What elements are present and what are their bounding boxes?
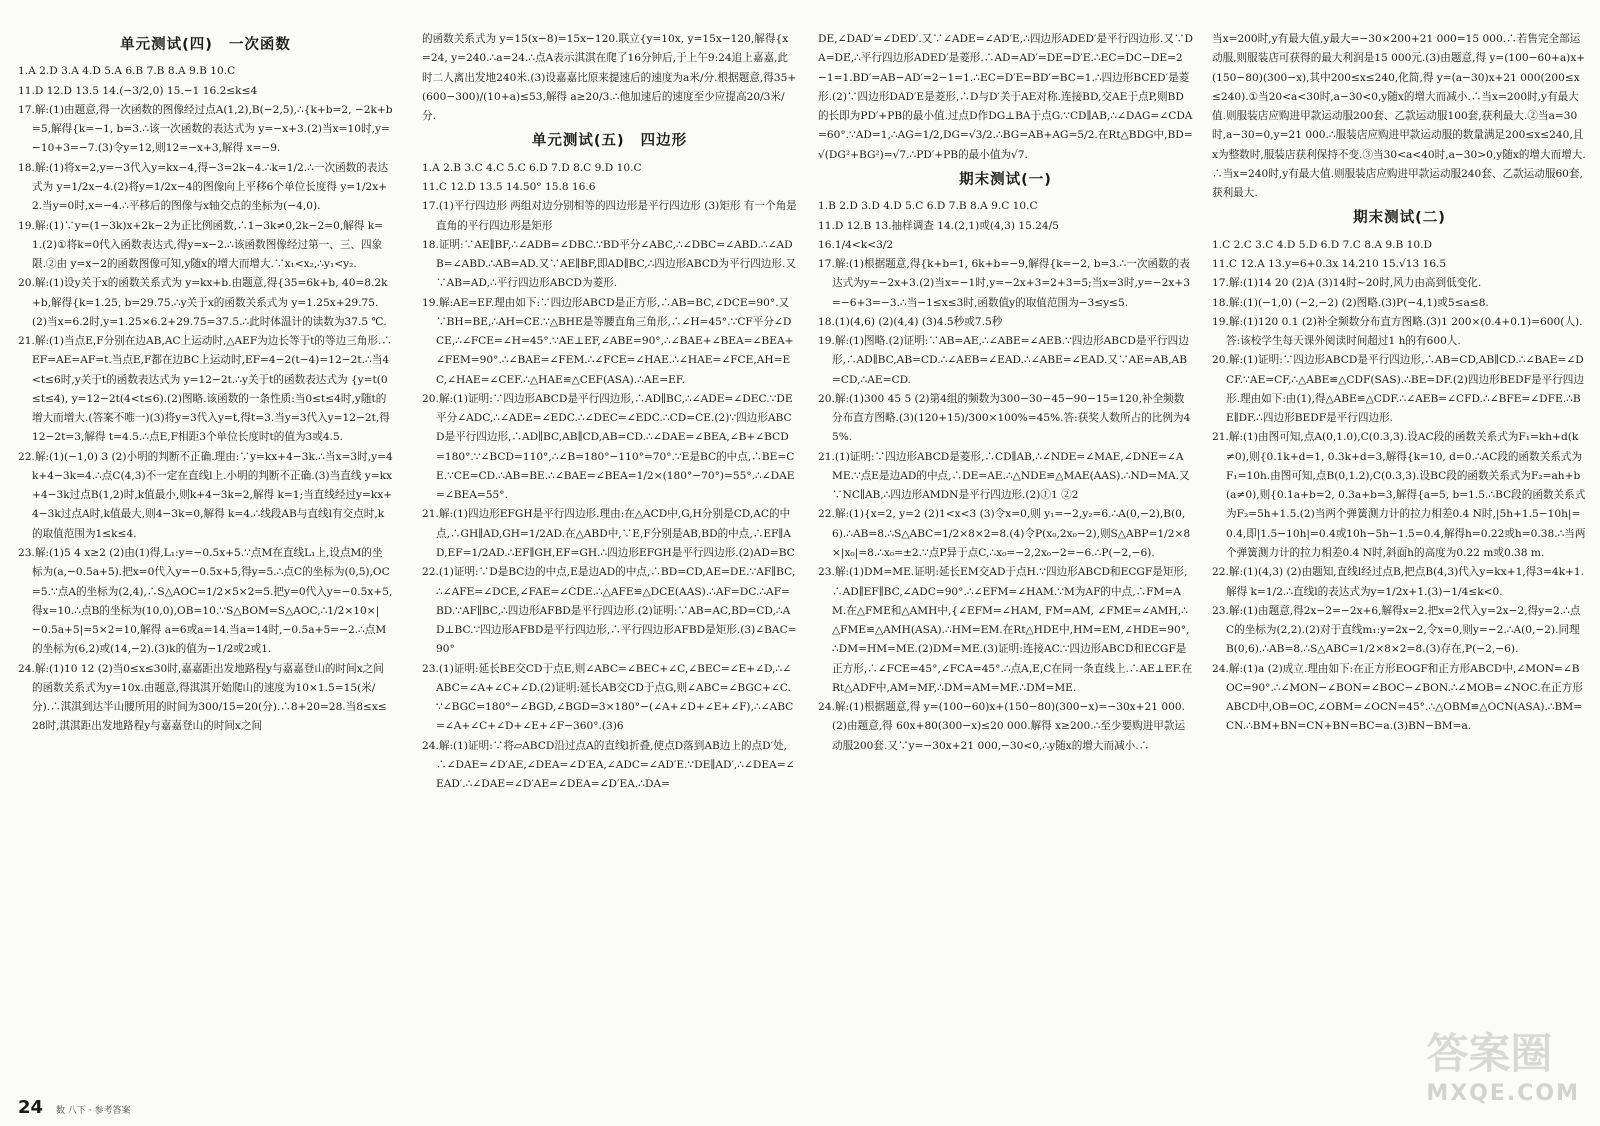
answer-text: 1.B 2.D 3.D 4.D 5.C 6.D 7.B 8.A 9.C 10.C (818, 200, 1038, 213)
answer-text: 21.解:(1)当点E,F分别在边AB,AC上运动时,△AEF为边长等于t的等边三角形.∴EF=AE=AF=t.当点E,F都在边BC上运动时,EF=4−2(t−4)=12−2t.∴当4<t≤6时,y关于t的函数表达式为 y=12−2t.∴y关于t的函数表达式为 {y=t(0≤t≤4), y=12−2t(4<t≤6).(2)图略.该函数的一条性质:当0≤t≤4时,y随t的增大而增大.(答案不唯一)(3)将y=3代入y=t,得t=3.当y=3代入y=12−2t,得12−2t=3,解得 t=4.5.∴点E,F相距3个单位长度时t的值为3或4.5. (18, 335, 392, 444)
answer-text: 11.D 12.B 13.抽样调查 14.(2,1)或(4,3) 15.24/5 (818, 219, 1059, 232)
answer-text: 22.解:(1){x=2, y=2 (2)1<x<3 (3)令x=0,则 y₁=−2,y₂=6.∴A(0,−2),B(0,6).∴AB=8.∴S△ABC=1/2×8×2=8.(4)令P(x₀,2x₀−2),则S△ABP=1/2×8×|x₀|=8.∴x₀=±2.∵点P异于点C,∴x₀=−2,2x₀−2=−6.∴P(−2,−6). (818, 508, 1191, 560)
answer-text: 21.(1)证明:∵四边形ABCD是菱形,∴CD∥AB,∴∠NDE=∠MAE,∠DNE=∠AME.∵点E是边AD的中点,∴DE=AE.∴△NDE≌△MAE(AAS).∴ND=MA.又∵NC∥AB,∴四边形AMDN是平行四边形.(2)①1 ②2 (818, 450, 1190, 502)
watermark-brand: 答案圈 (1426, 1029, 1553, 1078)
answer-text: 19.解:AE=EF.理由如下:∵四边形ABCD是正方形,∴AB=BC,∠DCE=90°.又∵BH=BE,∴AH=CE.∵△BHE是等腰直角三角形,∴∠H=45°.∵CF平分∠DCE,∴∠FCE=∠H=45°.∵AE⊥EF,∠ABE=90°,∴∠BAE+∠BEA=∠BEA+∠FEM=90°.∴∠BAE=∠FEM.∴∠FCE=∠HAE.∴∠HAE=∠FCE,AH=EC,∠HAE=∠CEF.∴△HAE≌△CEF(ASA).∴AE=EF. (422, 296, 794, 386)
answer-text: 23.(1)证明:延长BE交CD于点E,则∠ABC=∠BEC+∠C,∠BEC=∠E+∠D,∴∠ABC=∠A+∠C+∠D.(2)证明:延长AB交CD于点G,则∠ABC=∠BGC+∠C.∵∠BGC=180°−∠BGD,∠BGD=3×180°−(∠A+∠D+∠E+∠F),∴∠ABC=∠A+∠C+∠D+∠E+∠F−360°.(3)6 (422, 662, 794, 733)
answer-column-4 (1212, 30, 1587, 1090)
answer-text: 1.A 2.B 3.C 4.C 5.C 6.D 7.D 8.C 9.D 10.C (422, 161, 642, 174)
answer-text: 18.证明:∵AE∥BF,∴∠ADB=∠DBC.∵BD平分∠ABC,∴∠DBC=∠ABD.∴∠ADB=∠ABD.∴AB=AD.又∵AE∥BF,即AD∥BC,∴四边形ABCD为平行四边形.又∵AB=AD,∴平行四边形ABCD为菱形. (422, 238, 796, 290)
answer-text: 23.解:(1)由题意,得2x−2=−2x+6,解得x=2.把x=2代入y=2x−2,得y=2.∴点C的坐标为(2,2).(2)对于直线m₁:y=2x−2,令x=0,则y=−2.∴A(0,−2).同理B(0,6).∴AB=8.∴S△ABC=1/2×8×2=8.(3)存在,P(−2,−6). (1212, 604, 1581, 656)
answer-text: 22.解:(1)(4,3) (2)由题知,直线l经过点B,把点B(4,3)代入y=kx+1,得3=4k+1.解得 k=1/2.∴直线l的表达式为y=1/2x+1.(3)−1/4≤k<0. (1212, 566, 1585, 598)
section-title: 单元测试(四) (120, 37, 213, 53)
answer-text: 19.解:(1)120 0.1 (2)补全频数分布直方图略.(3)1 200×(0.4+0.1)=600(人).答:该校学生每天课外阅读时间超过1 h的有600人. (1212, 315, 1583, 348)
answer-text: DE,∠DAD′=∠DED′.又∵∠ADE=∠AD′E,∴四边形ADED′是平行四边形.又∵DA=DE,∴平行四边形ADED′是菱形.∴AD=AD′=DE=D′E.∴EC=DC−DE=2−1=1.BD′=AB−AD′=2−1=1.∴EC=D′E=BD′=BC=1.∴四边形BCED′是菱形.(2)∵四边形DAD′E是菱形,∴D与D′关于AE对称.连接BD,交AE于点P,则BD的长即为PD′+PB的最小值.过点D作DG⊥BA于点G.∵CD∥AB,∴∠DAG=∠CDA=60°.∵AD=1,∴AG=1/2,DG=√3/2.∴BG=AB+AG=5/2.在Rt△BDG中,BD=√(DG²+BG²)=√7.∴PD′+PB的最小值为√7. (818, 33, 1193, 161)
answer-text: 21.解:(1)由图可知,点A(0,1.0),C(0.3,3).设AC段的函数关系式为F₁=kh+d(k≠0),则{0.1k+d=1, 0.3k+d=3,解得{k=10, d=0.∴AC段的函数关系式为F₁=10h.由图可知,点B(0,1.2),C(0.3,3).设BC段的函数关系式为F₂=ah+b(a≠0),则{0.1a+b=2, 0.3a+b=3,解得{a=5, b=1.5.∴BC段的函数关系式为F₂=5h+1.5.(2)当两个弹簧测力计的拉力相差0.4 N时,|5h+1.5−10h|=0.4,即|1.5−10h|=0.4或10h−5h−1.5=0.4,解得h=0.22或h=0.38.∴当两个弹簧测力计的拉力相差0.4 N时,斜面h的高度为0.22 m或0.38 m. (1212, 431, 1586, 560)
answer-text: 24.解:(1)根据题意,得 y=(100−60)x+(150−80)(300−x)=−30x+21 000.(2)由题意,得 60x+80(300−x)≤20 000.解得 x≥200.∴至少要购进甲款运动服200套.又∵y=−30x+21 000,−30<0,∴y随x的增大而减小.∴ (818, 701, 1186, 752)
answer-text: 20.解:(1)300 45 5 (2)第4组的频数为300−30−45−90−15=120,补全频数分布直方图略.(3)(120+15)/300×100%=45%.答:获奖人数所占的比例为45%. (818, 392, 1191, 444)
answer-text: 11.C 12.A 13.y=6+0.3x 14.210 15.√13 16.5 (1212, 258, 1447, 271)
answer-column-3 (818, 30, 1193, 1090)
answer-text: 17.解:(1)14 20 (2)A (3)14时~20时,风力由高到低变化. (1212, 277, 1482, 290)
watermark-url: MXQE.COM (1426, 1081, 1580, 1106)
answer-text: 19.解:(1)图略.(2)证明:∵AB=AE,∴∠ABE=∠AEB.∵四边形ABCD是平行四边形,∴AD∥BC,AB=CD.∴∠AEB=∠EAD.∴∠ABE=∠EAD.又∵AE=AB,AB=CD,∴AE=CD. (818, 335, 1189, 386)
answer-text: 18.解:(1)(−1,0) (−2,−2) (2)图略.(3)P(−4,1)或5≤a≤8. (1212, 296, 1489, 309)
answer-text: 23.解:(1)DM=ME.证明:延长EM交AD于点H.∵四边形ABCD和ECGF是矩形,∴AD∥EF∥BC,∠ADC=90°.∴∠EFM=∠HAM.∵M为AF的中点,∴FM=AM.在△FME和△AMH中,{∠EFM=∠HAM, FM=AM, ∠FME=∠AMH,∴△FME≌△AMH(ASA).∴HM=EM.在Rt△HDE中,HM=EM,∠HDE=90°,∴DM=HM=ME.(2)DM=ME.(3)证明:连接AC.∵四边形ABCD和ECGF是正方形,∴∠FCE=45°,∠FCA=45°.∴点A,E,C在同一条直线上.∴AE⊥EF.在Rt△ADF中,AM=MF,∴DM=AM=MF.∴DM=ME. (818, 566, 1193, 694)
answer-text: 17.(1)平行四边形 两组对边分别相等的四边形是平行四边形 (3)矩形 有一个角是直角的平行四边形是矩形 (422, 200, 797, 232)
section-title: 期末测试(一) (959, 171, 1052, 188)
answer-text: 1.C 2.C 3.C 4.D 5.D 6.D 7.C 8.A 9.B 10.D (1212, 238, 1432, 251)
answer-text: 11.C 12.D 13.5 14.50° 15.8 16.6 (422, 180, 596, 193)
answer-text: 17.解:(1)由题意,得一次函数的图像经过点A(1,2),B(−2,5),∴{k+b=2, −2k+b=5,解得{k=−1, b=3.∴该一次函数的表达式为 y=−x+3.(2)当x=10时,y=−10+3=−7.(3)令y=12,则12=−x+3,解得 x=−9. (18, 103, 393, 155)
answer-text: 23.解:(1)5 4 x≥2 (2)由(1)得,L₁:y=−0.5x+5.∵点M在直线L₁上,设点M的坐标为(a,−0.5a+5).把x=0代入y=−0.5x+5,得y=5.∴点C的坐标为(0,5),OC=5.∵点A的坐标为(2,4),∴S△AOC=1/2×5×2=5.把y=0代入y=−0.5x+5,得x=10.∴点B的坐标为(10,0),OB=10.∵S△BOM=S△AOC,∴1/2×10×|−0.5a+5|=5×2=10,解得 a=6或a=14.当a=14时,−0.5a+5=−2.∴点M的坐标为(6,2)或(14,−2).(3)k的值为−1/2或2或1. (18, 547, 393, 656)
page-number: 24 (18, 1097, 44, 1118)
answer-column-2 (422, 30, 797, 1090)
answer-text: 20.解:(1)设y关于x的函数关系式为 y=kx+b.由题意,得{35=6k+b, 40=8.2k+b,解得{k=1.25, b=29.75.∴y关于x的函数关系式为 y=1.25x+29.75.(2)当x=6.2时,y=1.25×6.2+29.75=37.5.∴此时体温计的读数为37.5 ℃. (18, 277, 388, 328)
answer-text: 24.解:(1)10 12 (2)当0≤x≤30时,嘉嘉距出发地路程y与嘉嘉登山的时间x之间的函数关系式为y=10x.由题意,得淇淇开始爬山的速度为10×1.5=15(米/分).∴淇淇到达半山腰所用的时间为300/15=20(分).∴8+20=28.当8≤x≤28时,淇淇距出发地路程y与嘉嘉登山的时间x之间 (18, 662, 387, 733)
section-title: 单元测试(五) (531, 133, 625, 150)
answer-text: 20.解:(1)证明:∵四边形ABCD是平行四边形,∴AB=CD,AB∥CD.∴∠BAE=∠DCF.∵AE=CF,∴△ABE≌△CDF(SAS).∴BE=DF.(2)四边形BEDF是平行四边形.理由如下:由(1),得△ABE≌△CDF.∴∠AEB=∠CFD.∴∠BFE=∠DFE.∴BE∥DF.∴四边形BEDF是平行四边形. (1212, 354, 1584, 425)
answer-text: 当x=200时,y有最大值,y最大=−30×200+21 000=15 000.∴若售完全部运动服,则服装店可获得的最大利润是15 000元.(3)由题意,得 y=(100−60+a)x+(150−80)(300−x),其中200≤x≤240,化简,得 y=(a−30)x+21 000(200≤x≤240).①当20<a<30时,a−30<0,y随x的增大而减小.∴当x=200时,y有最大值.则服装店应购进甲款运动服200套、乙款运动服100套,获利最大.②当a=30时,a−30=0,y=21 000.∴服装店应购进甲款运动服的数量满足200≤x≤240,且x为整数时,服装店获利保持不变.③当30<a<40时,a−30>0,y随x的增大而增大.∴当x=240时,y有最大值.则服装店应购进甲款运动服240套、乙款运动服60套,获利最大. (1212, 33, 1586, 200)
watermark (1426, 1021, 1580, 1106)
answer-text: 11.D 12.D 13.5 14.(−3/2,0) 15.−1 16.2≤k≤4 (18, 84, 258, 97)
answer-text: 18.解:(1)将x=2,y=−3代入y=kx−4,得−3=2k−4.∴k=1/2.∴一次函数的表达式为 y=1/2x−4.(2)将y=1/2x−4的图像向上平移6个单位长度得 y=1/2x+2.当y=0时,x=−4.∴平移后的图像与x轴交点的坐标为(−4,0). (18, 161, 389, 213)
section-subtitle: 一次函数 (228, 37, 291, 53)
answer-text: 17.解:(1)根据题意,得{k+b=1, 6k+b=−9,解得{k=−2, b=3.∴一次函数的表达式为y=−2x+3.(2)当x=−1时,y=−2x+3=2+3=5;当x=3时,y=−2x+3=−6+3=−3.∴当−1≤x≤3时,函数值y的取值范围为−3≤y≤5. (818, 258, 1190, 309)
answer-text: 20.解:(1)证明:∵四边形ABCD是平行四边形,∴AD∥BC,∴∠ADE=∠DEC.∵DE平分∠ADC,∴∠ADE=∠EDC.∴∠DEC=∠EDC.∴CD=CE.(2)∵四边形ABCD是平行四边形,∴AD∥BC,AB∥CD,AB=CD.∴∠DAE=∠BEA,∠B+∠BCD=180°.∵∠BCD=110°,∴∠B=180°−110°=70°.∵E是BC的中点,∴BE=CE.∵CE=CD.∴AB=BE.∴∠BAE=∠BEA=1/2×(180°−70°)=55°.∴∠DAE=∠BEA=55°. (422, 392, 795, 502)
answer-text: 22.(1)证明:∵D是BC边的中点,E是边AD的中点,∴BD=CD,AE=DE.∵AF∥BC,∴∠AFE=∠DCE,∠FAE=∠CDE.∴△AFE≌△DCE(AAS).∴AF=DC.∴AF=BD.∵AF∥BC,∴四边形AFBD是平行四边形.(2)证明:∵AB=AC,BD=CD,∴AD⊥BC.∵四边形AFBD是平行四边形,∴平行四边形AFBD是矩形.(3)∠BAC=90° (422, 566, 797, 656)
answer-text: 16.1/4<k<3/2 (818, 238, 894, 251)
section-heading (1212, 205, 1587, 231)
answer-column-1 (18, 30, 393, 1090)
answer-text: 1.A 2.D 3.A 4.D 5.A 6.B 7.B 8.A 9.B 10.C (18, 65, 236, 78)
answer-text: 21.解:(1)四边形EFGH是平行四边形.理由:在△ACD中,G,H分别是CD,AC的中点,∴GH∥AD,GH=1/2AD.在△ABD中,∵E,F分别是AB,BD的中点,∴EF∥AD,EF=1/2AD.∴EF∥GH,EF=GH.∴四边形EFGH是平行四边形.(2)AD=BC (422, 508, 795, 560)
answer-text: 24.解:(1)证明:∵将▱ABCD沿过点A的直线l折叠,使点D落到AB边上的点D′处,∴∠DAE=∠D′AE,∠DEA=∠D′EA,∠ADC=∠AD′E.∵DE∥AD′,∴∠DEA=∠EAD′.∴∠DAE=∠D′AE=∠DEA=∠D′EA.∴DA= (422, 739, 795, 791)
answer-text: 22.解:(1)(−1,0) 3 (2)小明的判断不正确.理由:∵y=kx+4−3k.∴当x=3时,y=4k+4−3k=4.∴点C(4,3)不一定在直线l上.小明的判断不正确.(3)当直线 y=kx+4−3k过点B(1,2)时,k值最小,则k+4−3k=2,解得 k=1;当直线经过y=kx+4−3k过点A时,k值最大,则4−3k=0,解得 k=4.∴线段AB与直线l有交点时,k的取值范围为1≤k≤4. (18, 450, 393, 540)
answer-text: 18.(1)(4,6) (2)(4,4) (3)4.5秒或7.5秒 (818, 315, 1003, 328)
section-heading (18, 32, 393, 58)
section-heading (422, 128, 797, 154)
section-title: 期末测试(二) (1353, 210, 1446, 227)
answer-text: 19.解:(1)∵y=(1−3k)x+2k−2为正比例函数,∴1−3k≠0,2k−2=0,解得 k=1.(2)①将k=0代入函数表达式,得y=x−2.∴该函数图像经过第一、三、四象限.②由 y=x−2的函数图像可知,y随x的增大而增大.∵x₁<x₂,∴y₁<y₂. (18, 219, 384, 271)
answer-text: 24.解:(1)a (2)成立.理由如下:在正方形EOGF和正方形ABCD中,∠MON=∠BOC=90°.∴∠MON−∠BON=∠BOC−∠BON.∴∠MOB=∠NOC.在正方形ABCD中,OB=OC,∠OBM=∠OCN=45°.∴△OBM≌△OCN(ASA).∴BM=CN.∴BM+BN=CN+BN=BC=a.(3)BN−BM=a. (1212, 662, 1583, 733)
section-subtitle: 四边形 (640, 133, 688, 150)
answer-text: 的函数关系式为 y=15(x−8)=15x−120.联立{y=10x, y=15x−120,解得{x=24, y=240.∴a=24.∴点A表示淇淇在爬了16分钟后,于上午9:24追上嘉嘉,此时二人离出发地240米.(3)设嘉嘉比原来提速后的速度为a米/分.根据题意,得35+(600−300)/(10+a)≤53,解得 a≥20/3.∴他加速后的速度至少应提高20/3米/分. (422, 33, 797, 123)
section-heading (818, 167, 1193, 193)
footer-note: 数 八下 · 参考答案 (56, 1106, 131, 1116)
